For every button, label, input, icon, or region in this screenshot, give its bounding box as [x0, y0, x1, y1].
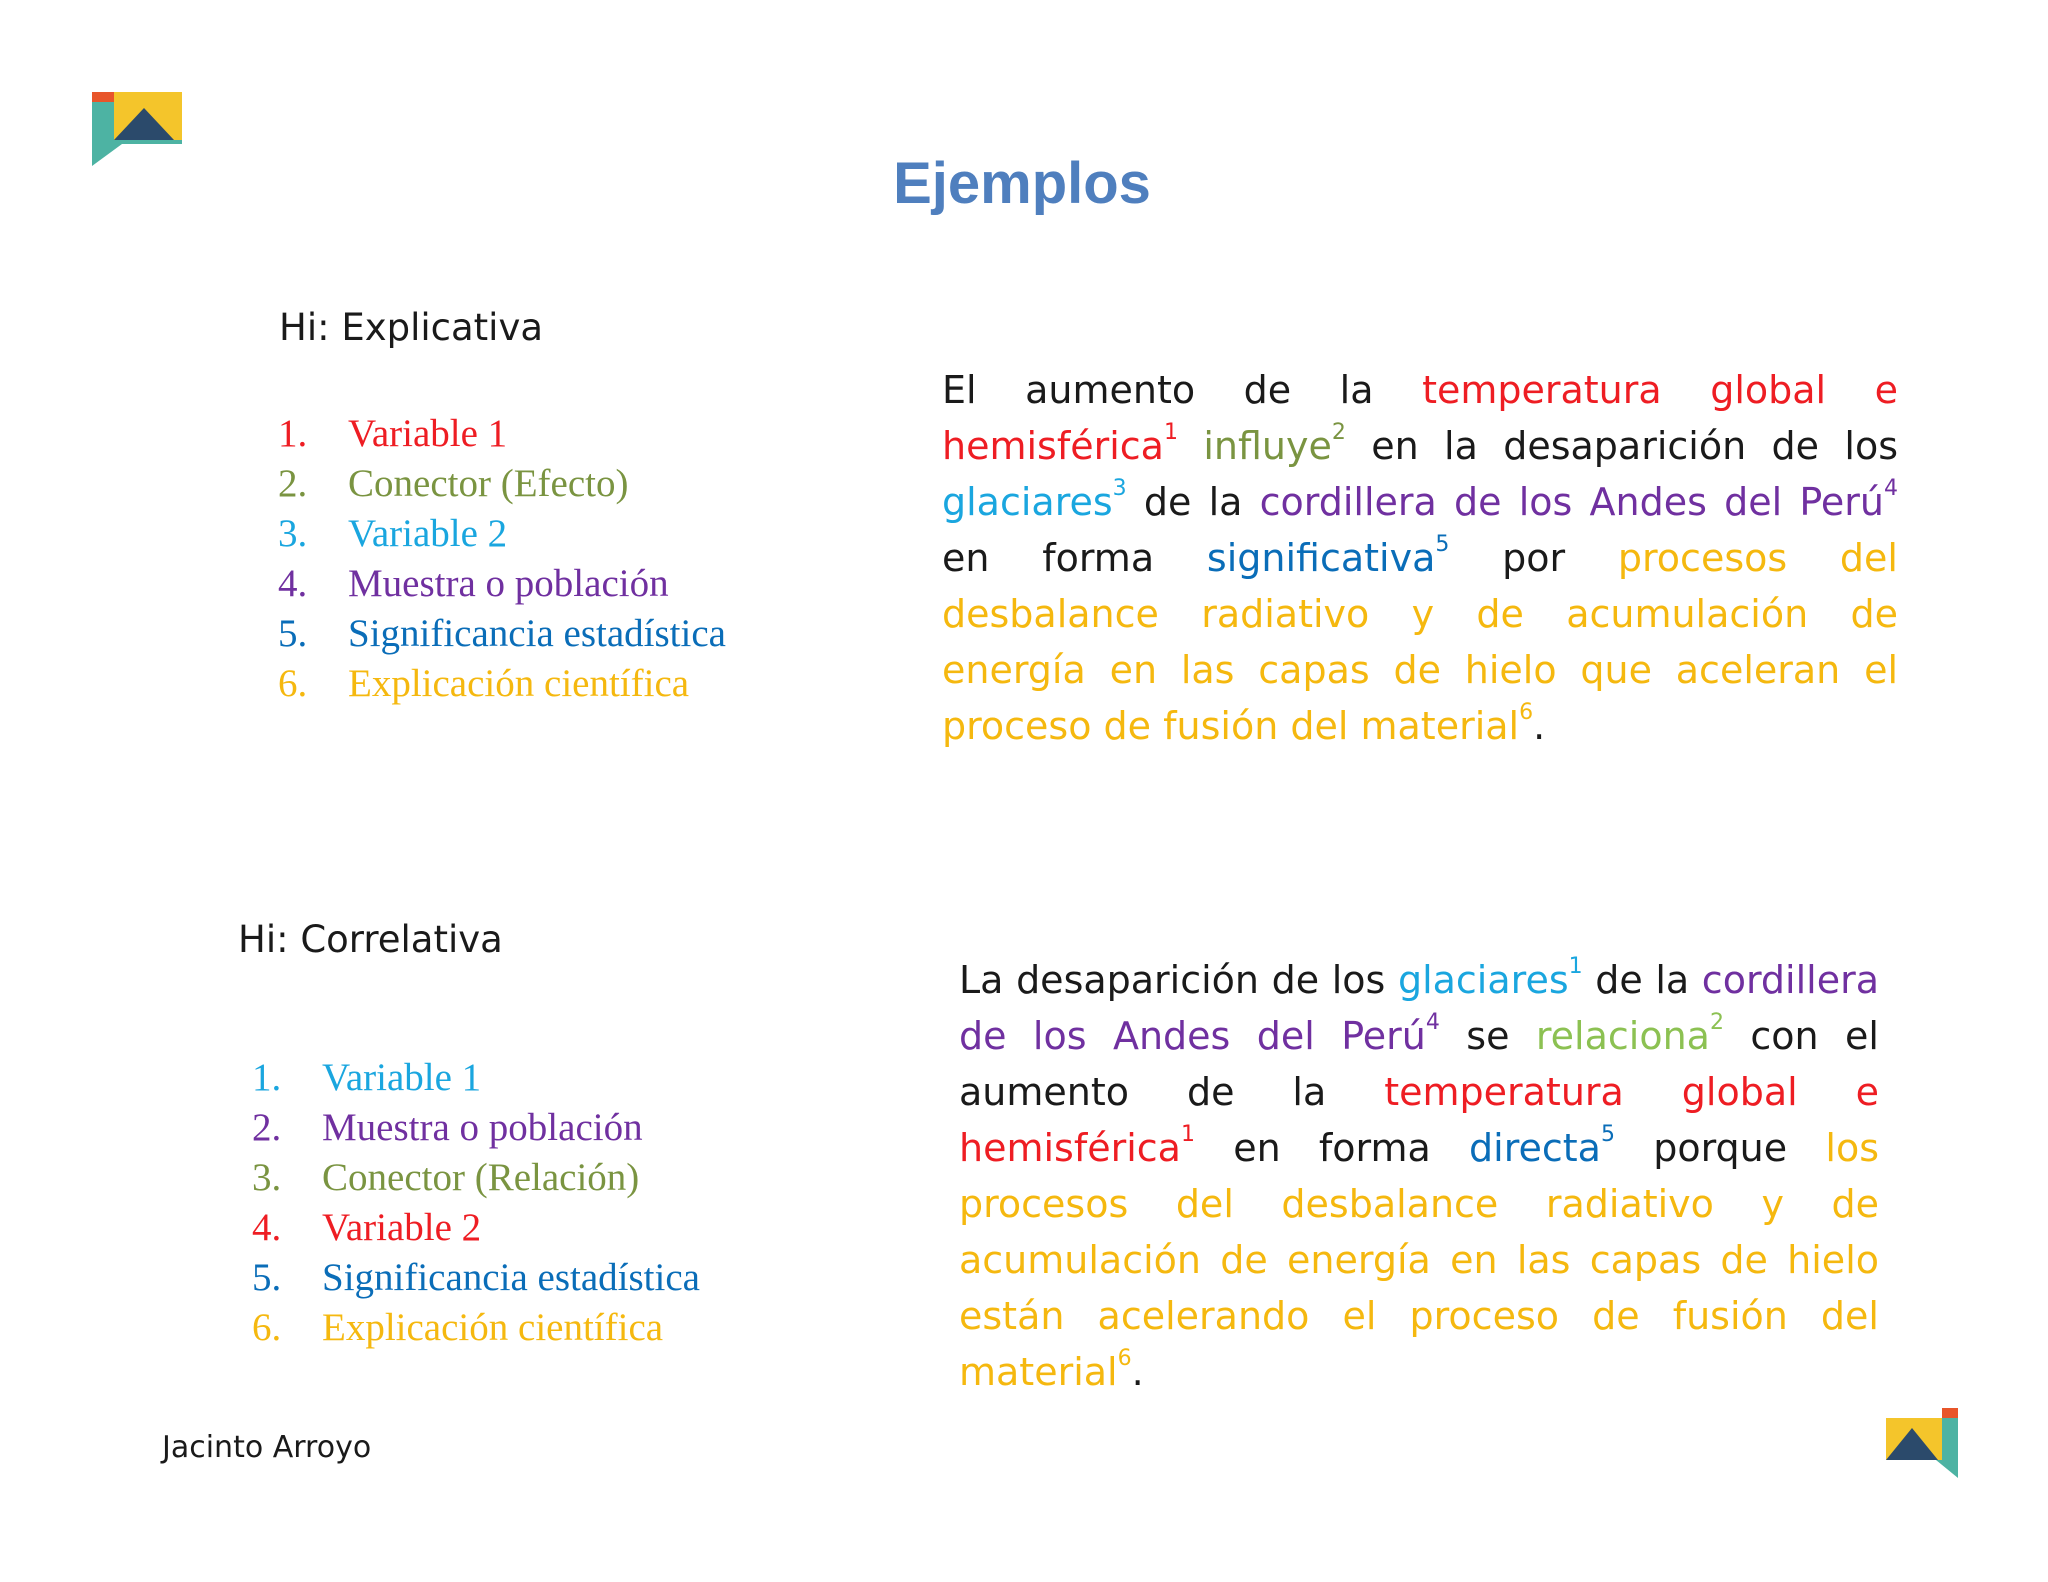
list-item-label: Explicación científica — [348, 662, 690, 705]
paragraph-segment — [1178, 424, 1203, 468]
paragraph-segment: cordillera de los Andes del Perú — [959, 958, 1879, 1058]
paragraph-segment: directa — [1469, 1126, 1601, 1170]
list-item — [252, 1253, 700, 1303]
paragraph-segment: relaciona — [1535, 1014, 1710, 1058]
paragraph-segment: El aumento de la — [942, 368, 1423, 412]
footnote-marker: 6 — [1519, 700, 1534, 725]
list-item-label: Muestra o población — [348, 562, 669, 605]
list-item-label: Variable 2 — [322, 1206, 482, 1249]
paragraph-segment: en forma — [942, 536, 1207, 580]
explicativa-component-list — [278, 409, 726, 709]
section-label-explicativa: Hi: Explicativa — [279, 306, 544, 349]
explicativa-example-paragraph — [942, 362, 1898, 754]
list-item — [278, 659, 726, 709]
paragraph-segment: de la — [1126, 480, 1260, 524]
footnote-marker: 6 — [1117, 1346, 1132, 1371]
paragraph-segment: en la desaparición de los — [1345, 424, 1898, 468]
footnote-marker: 4 — [1425, 1010, 1440, 1035]
list-item-label: Significancia estadística — [348, 612, 726, 655]
list-item — [252, 1153, 700, 1203]
paragraph-segment: temperatura global e hemisférica — [959, 1070, 1879, 1170]
list-item-number: 6. — [252, 1306, 282, 1349]
page-title: Ejemplos — [893, 151, 1151, 216]
list-item-number: 2. — [252, 1106, 282, 1149]
list-item-label: Variable 1 — [322, 1056, 482, 1099]
footnote-marker: 2 — [1331, 420, 1346, 445]
list-item-label: Muestra o población — [322, 1106, 643, 1149]
paragraph-segment: procesos del desbalance radiativo y de acumulación de energía en las capas de hielo que aceleran el proceso de fusión del material — [942, 536, 1898, 748]
paragraph-segment: cordillera de los Andes del Perú — [1259, 480, 1884, 524]
list-item-number: 5. — [252, 1256, 282, 1299]
paragraph-segment: temperatura global e hemisférica — [942, 368, 1899, 468]
list-item-label: Significancia estadística — [322, 1256, 700, 1299]
list-item — [252, 1203, 700, 1253]
paragraph-segment: influye — [1203, 424, 1332, 468]
paragraph-segment: con el aumento de la — [959, 1014, 1879, 1114]
paragraph-segment: glaciares — [1397, 958, 1569, 1002]
list-item-label: Variable 1 — [348, 412, 508, 455]
list-item-number: 2. — [278, 462, 308, 505]
list-item — [278, 509, 726, 559]
section-label-correlativa: Hi: Correlativa — [238, 918, 503, 961]
paragraph-segment: . — [1131, 1350, 1144, 1394]
footnote-marker: 4 — [1884, 476, 1898, 501]
list-item-number: 3. — [278, 512, 308, 555]
list-item — [252, 1053, 700, 1103]
paragraph-segment: La desaparición de los — [959, 958, 1398, 1002]
correlativa-component-list — [252, 1053, 700, 1353]
list-item-number: 5. — [278, 612, 308, 655]
footnote-marker: 1 — [1163, 420, 1178, 445]
list-item — [278, 559, 726, 609]
list-item — [278, 459, 726, 509]
list-item-label: Conector (Efecto) — [348, 462, 629, 505]
list-item-label: Explicación científica — [322, 1306, 664, 1349]
paragraph-segment: . — [1533, 704, 1546, 748]
paragraph-segment: glaciares — [942, 480, 1113, 524]
author-footer: Jacinto Arroyo — [162, 1430, 372, 1465]
list-item-number: 6. — [278, 662, 308, 705]
list-item — [278, 609, 726, 659]
footnote-marker: 5 — [1600, 1122, 1615, 1147]
list-item — [252, 1303, 700, 1353]
logo-icon-bottom — [1886, 1408, 1958, 1478]
paragraph-segment: en forma — [1194, 1126, 1470, 1170]
paragraph-segment: los procesos del desbalance radiativo y de acumulación de energía en las capas de hielo están acelerando el proceso de fusión del material — [959, 1126, 1879, 1394]
paragraph-segment: porque — [1614, 1126, 1826, 1170]
list-item-number: 3. — [252, 1156, 282, 1199]
paragraph-segment: significativa — [1206, 536, 1436, 580]
list-item — [252, 1103, 700, 1153]
list-item-number: 4. — [252, 1206, 282, 1249]
list-item-number: 1. — [252, 1056, 282, 1099]
list-item-label: Variable 2 — [348, 512, 508, 555]
correlativa-example-paragraph — [959, 952, 1879, 1400]
footnote-marker: 3 — [1112, 476, 1127, 501]
list-item-number: 4. — [278, 562, 308, 605]
footnote-marker: 5 — [1435, 532, 1450, 557]
footnote-marker: 2 — [1709, 1010, 1724, 1035]
list-item-number: 1. — [278, 412, 308, 455]
footnote-marker: 1 — [1180, 1122, 1195, 1147]
paragraph-segment: de la — [1582, 958, 1702, 1002]
paragraph-segment: se — [1439, 1014, 1536, 1058]
list-item — [278, 409, 726, 459]
footnote-marker: 1 — [1568, 954, 1583, 979]
paragraph-segment: por — [1449, 536, 1618, 580]
list-item-label: Conector (Relación) — [322, 1156, 640, 1199]
